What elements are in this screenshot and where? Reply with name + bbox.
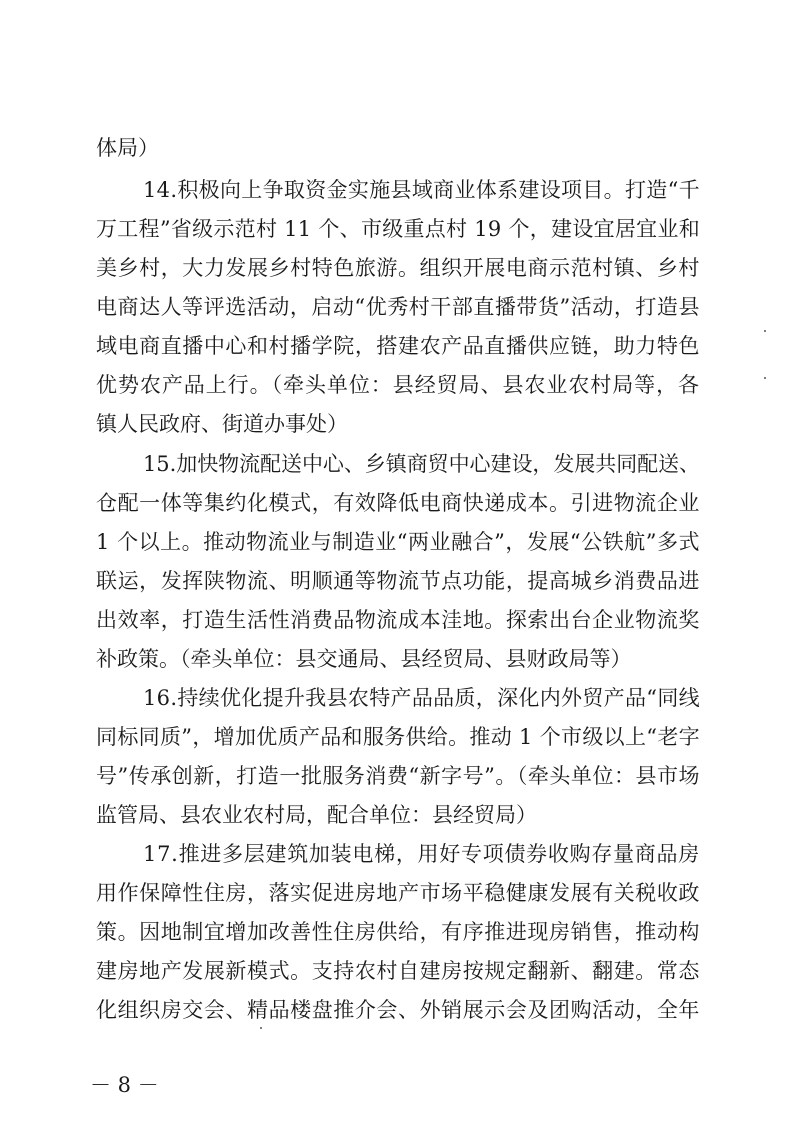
line-text: 用作保障性住房，落实促进房地产市场平稳健康发展有关税收政 bbox=[96, 881, 700, 905]
line-text: 14.积极向上争取资金实施县域商业体系建设项目。打造“千 bbox=[143, 178, 700, 202]
line-text: 镇人民政府、街道办事处） bbox=[96, 412, 348, 436]
text-line bbox=[0, 797, 793, 833]
line-text: 优势农产品上行。（牵头单位：县经贸局、县农业农村局等，各 bbox=[96, 373, 700, 397]
text-line bbox=[0, 406, 793, 442]
text-line bbox=[0, 680, 793, 716]
text-line bbox=[0, 563, 793, 599]
line-text: 美乡村，大力发展乡村特色旅游。组织开展电商示范村镇、乡村 bbox=[96, 256, 700, 280]
scan-speck bbox=[764, 377, 766, 379]
text-line bbox=[0, 328, 793, 364]
text-line bbox=[0, 758, 793, 794]
text-line bbox=[0, 992, 793, 1028]
line-text: 域电商直播中心和村播学院，搭建农产品直播供应链，助力特色 bbox=[96, 334, 700, 358]
line-text: 15.加快物流配送中心、乡镇商贸中心建设，发展共同配送、 bbox=[143, 452, 700, 476]
text-line bbox=[0, 641, 793, 677]
text-line bbox=[0, 953, 793, 989]
line-text: 万工程”省级示范村 11 个、市级重点村 19 个，建设宜居宜业和 bbox=[96, 217, 700, 241]
text-line bbox=[0, 211, 793, 247]
line-text: 建房地产发展新模式。支持农村自建房按规定翻新、翻建。常态 bbox=[96, 959, 700, 983]
text-line bbox=[0, 914, 793, 950]
text-line bbox=[0, 172, 793, 208]
text-line bbox=[0, 719, 793, 755]
text-line bbox=[0, 836, 793, 872]
line-text: 出效率，打造生活性消费品物流成本洼地。探索出台企业物流奖 bbox=[96, 608, 700, 632]
scan-speck bbox=[764, 330, 766, 332]
text-line bbox=[0, 524, 793, 560]
line-text: 联运，发挥陕物流、明顺通等物流节点功能，提高城乡消费品进 bbox=[96, 569, 700, 593]
text-line bbox=[0, 602, 793, 638]
line-text: 17.推进多层建筑加装电梯，用好专项债券收购存量商品房 bbox=[143, 842, 700, 866]
line-text: 仓配一体等集约化模式，有效降低电商快递成本。引进物流企业 bbox=[96, 491, 700, 515]
page-number: － 8 － bbox=[90, 1073, 159, 1097]
line-text: 策。因地制宜增加改善性住房供给，有序推进现房销售，推动构 bbox=[96, 920, 700, 944]
line-text: 监管局、县农业农村局，配合单位：县经贸局） bbox=[96, 803, 537, 827]
text-line bbox=[0, 367, 793, 403]
line-text: 化组织房交会、精品楼盘推介会、外销展示会及团购活动，全年 bbox=[96, 998, 700, 1022]
text-line bbox=[0, 250, 793, 286]
text-line bbox=[0, 875, 793, 911]
text-line bbox=[0, 130, 793, 166]
text-line bbox=[0, 485, 793, 521]
line-text: 16.持续优化提升我县农特产品品质，深化内外贸产品“同线 bbox=[143, 686, 700, 710]
line-text: 电商达人等评选活动，启动“优秀村干部直播带货”活动，打造县 bbox=[96, 295, 700, 319]
text-line bbox=[0, 446, 793, 482]
line-text: 补政策。（牵头单位：县交通局、县经贸局、县财政局等） bbox=[96, 647, 632, 671]
text-line bbox=[0, 289, 793, 325]
scan-speck bbox=[260, 1027, 262, 1029]
line-text: 体局） bbox=[96, 136, 159, 160]
line-text: 号”传承创新，打造一批服务消费“新字号”。（牵头单位：县市场 bbox=[96, 764, 700, 788]
line-text: 1 个以上。推动物流业与制造业“两业融合”，发展“公铁航”多式 bbox=[96, 530, 700, 554]
line-text: 同标同质”，增加优质产品和服务供给。推动 1 个市级以上“老字 bbox=[96, 725, 700, 749]
